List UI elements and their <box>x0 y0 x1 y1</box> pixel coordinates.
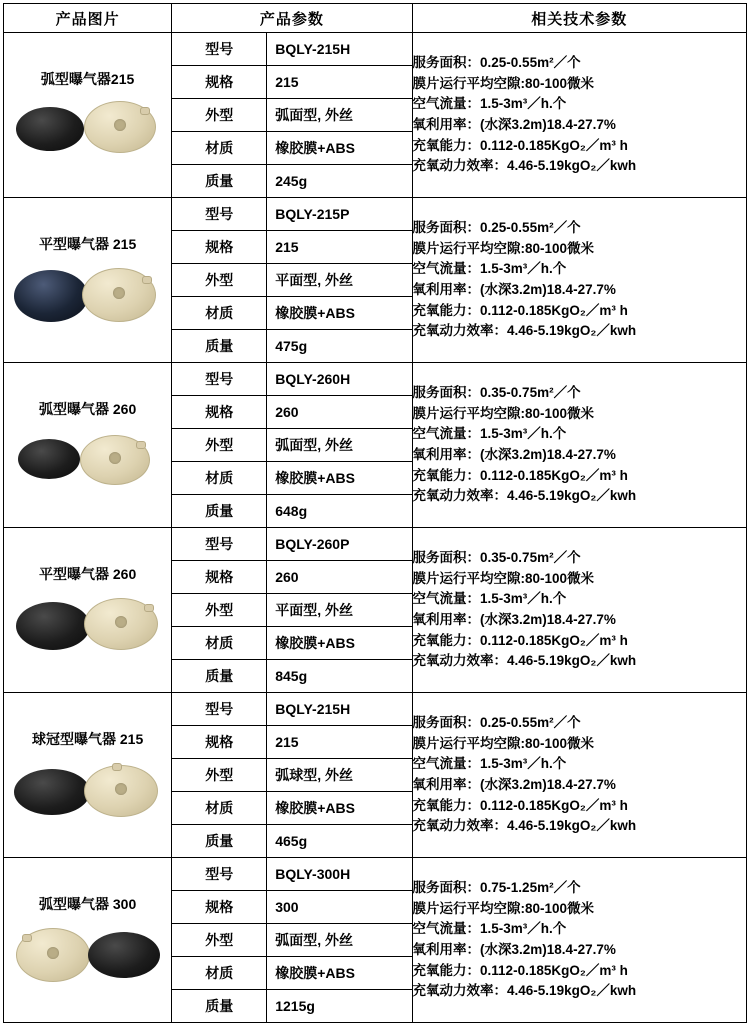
product-params-cell <box>172 363 412 528</box>
param-value-shape: 平面型, 外丝 <box>267 594 412 627</box>
product-image-cell <box>4 363 172 528</box>
tech-line: 服务面积：0.75-1.25m²／个 <box>412 880 581 896</box>
tech-line: 氧利用率：(水深3.2m)18.4-27.7% <box>412 612 616 627</box>
param-label-material: 材质 <box>172 957 267 990</box>
product-title: 弧型曝气器 300 <box>38 896 137 912</box>
param-label-shape: 外型 <box>172 594 267 627</box>
param-value-material: 橡胶膜+ABS <box>267 957 412 990</box>
table-row <box>4 363 747 528</box>
param-value-shape: 弧面型, 外丝 <box>267 924 412 957</box>
tech-line: 充氧动力效率：4.46-5.19kgO₂／kwh <box>412 488 637 504</box>
tech-line: 膜片运行平均空隙:80-100微米 <box>412 75 595 91</box>
product-params-cell <box>172 693 412 858</box>
param-value-model: BQLY-260H <box>267 363 412 396</box>
param-value-model: BQLY-260P <box>267 528 412 561</box>
param-value-weight: 1215g <box>267 990 412 1023</box>
param-value-shape: 弧面型, 外丝 <box>267 429 412 462</box>
tech-line: 空气流量：1.5-3m³／h.个 <box>412 426 567 442</box>
tech-line: 充氧能力：0.112-0.185KgO₂／m³ h <box>412 302 628 318</box>
param-value-material: 橡胶膜+ABS <box>267 297 412 330</box>
tech-line: 膜片运行平均空隙:80-100微米 <box>412 900 595 916</box>
tech-line: 服务面积：0.35-0.75m²／个 <box>412 385 581 401</box>
product-title: 平型曝气器 215 <box>38 236 137 252</box>
param-label-weight: 质量 <box>172 660 267 693</box>
param-value-weight: 475g <box>267 330 412 363</box>
param-label-spec: 规格 <box>172 396 267 429</box>
param-table <box>172 198 411 362</box>
product-title: 弧型曝气器215 <box>40 71 135 87</box>
tech-line: 充氧能力：0.112-0.185KgO₂／m³ h <box>412 632 628 648</box>
aerator-disc-icon <box>8 421 168 491</box>
tech-line: 膜片运行平均空隙:80-100微米 <box>412 405 595 421</box>
param-label-shape: 外型 <box>172 429 267 462</box>
param-value-material: 橡胶膜+ABS <box>267 627 412 660</box>
param-value-material: 橡胶膜+ABS <box>267 792 412 825</box>
tech-params-cell <box>412 363 746 528</box>
tech-line: 膜片运行平均空隙:80-100微米 <box>412 735 595 751</box>
param-value-weight: 648g <box>267 495 412 528</box>
param-value-model: BQLY-215P <box>267 198 412 231</box>
product-image-cell <box>4 528 172 693</box>
aerator-disc-icon <box>8 91 168 161</box>
table-row <box>4 198 747 363</box>
tech-line: 膜片运行平均空隙:80-100微米 <box>412 240 595 256</box>
tech-line: 氧利用率：(水深3.2m)18.4-27.7% <box>412 117 616 132</box>
param-label-weight: 质量 <box>172 825 267 858</box>
param-label-model: 型号 <box>172 858 267 891</box>
tech-line: 充氧动力效率：4.46-5.19kgO₂／kwh <box>412 323 637 339</box>
param-value-weight: 845g <box>267 660 412 693</box>
param-value-model: BQLY-215H <box>267 33 412 66</box>
tech-line: 充氧能力：0.112-0.185KgO₂／m³ h <box>412 797 628 813</box>
tech-params-cell <box>412 198 746 363</box>
aerator-disc-icon <box>8 256 168 326</box>
column-header-image: 产品图片 <box>4 4 172 33</box>
product-params-cell <box>172 528 412 693</box>
param-value-material: 橡胶膜+ABS <box>267 132 412 165</box>
product-params-cell <box>172 198 412 363</box>
table-row <box>4 33 747 198</box>
product-params-cell <box>172 33 412 198</box>
table-body <box>4 33 747 1023</box>
tech-line: 充氧能力：0.112-0.185KgO₂／m³ h <box>412 137 628 153</box>
tech-params-cell <box>412 693 746 858</box>
param-value-spec: 300 <box>267 891 412 924</box>
param-label-weight: 质量 <box>172 990 267 1023</box>
param-value-model: BQLY-215H <box>267 693 412 726</box>
table-row <box>4 858 747 1023</box>
product-image-cell <box>4 33 172 198</box>
tech-line: 充氧动力效率：4.46-5.19kgO₂／kwh <box>412 818 637 834</box>
param-value-spec: 260 <box>267 561 412 594</box>
tech-line: 空气流量：1.5-3m³／h.个 <box>412 921 567 937</box>
param-table <box>172 693 411 857</box>
tech-line: 空气流量：1.5-3m³／h.个 <box>412 756 567 772</box>
param-label-model: 型号 <box>172 33 267 66</box>
param-label-spec: 规格 <box>172 66 267 99</box>
tech-params-cell <box>412 33 746 198</box>
tech-line: 膜片运行平均空隙:80-100微米 <box>412 570 595 586</box>
param-label-weight: 质量 <box>172 495 267 528</box>
tech-line: 充氧能力：0.112-0.185KgO₂／m³ h <box>412 962 628 978</box>
tech-line: 空气流量：1.5-3m³／h.个 <box>412 591 567 607</box>
param-label-weight: 质量 <box>172 165 267 198</box>
product-spec-sheet <box>0 3 750 1014</box>
param-label-shape: 外型 <box>172 759 267 792</box>
tech-line: 充氧能力：0.112-0.185KgO₂／m³ h <box>412 467 628 483</box>
table-row <box>4 693 747 858</box>
tech-line: 氧利用率：(水深3.2m)18.4-27.7% <box>412 282 616 297</box>
tech-line: 服务面积：0.25-0.55m²／个 <box>412 220 581 236</box>
product-title: 球冠型曝气器 215 <box>31 731 144 747</box>
tech-line: 服务面积：0.25-0.55m²／个 <box>412 715 581 731</box>
table-row <box>4 528 747 693</box>
param-value-shape: 弧面型, 外丝 <box>267 99 412 132</box>
tech-line: 空气流量：1.5-3m³／h.个 <box>412 261 567 277</box>
product-params-cell <box>172 858 412 1023</box>
column-header-tech: 相关技术参数 <box>412 4 746 33</box>
param-value-weight: 465g <box>267 825 412 858</box>
param-table <box>172 858 411 1022</box>
param-label-weight: 质量 <box>172 330 267 363</box>
param-label-shape: 外型 <box>172 99 267 132</box>
table-header <box>4 4 747 33</box>
param-label-model: 型号 <box>172 693 267 726</box>
param-label-model: 型号 <box>172 363 267 396</box>
param-value-shape: 弧球型, 外丝 <box>267 759 412 792</box>
param-label-spec: 规格 <box>172 561 267 594</box>
aerator-disc-icon <box>8 916 168 986</box>
param-value-spec: 215 <box>267 66 412 99</box>
tech-line: 充氧动力效率：4.46-5.19kgO₂／kwh <box>412 158 637 174</box>
param-value-spec: 215 <box>267 231 412 264</box>
tech-line: 氧利用率：(水深3.2m)18.4-27.7% <box>412 777 616 792</box>
param-label-material: 材质 <box>172 627 267 660</box>
param-table <box>172 33 411 197</box>
column-header-params: 产品参数 <box>172 4 412 33</box>
param-label-material: 材质 <box>172 792 267 825</box>
param-label-shape: 外型 <box>172 924 267 957</box>
param-label-model: 型号 <box>172 198 267 231</box>
tech-line: 氧利用率：(水深3.2m)18.4-27.7% <box>412 447 616 462</box>
tech-line: 服务面积：0.25-0.55m²／个 <box>412 55 581 71</box>
param-value-spec: 260 <box>267 396 412 429</box>
param-value-material: 橡胶膜+ABS <box>267 462 412 495</box>
param-value-model: BQLY-300H <box>267 858 412 891</box>
aerator-dome-icon <box>8 751 168 821</box>
param-label-model: 型号 <box>172 528 267 561</box>
param-label-shape: 外型 <box>172 264 267 297</box>
param-label-material: 材质 <box>172 297 267 330</box>
product-image-cell <box>4 858 172 1023</box>
product-title: 弧型曝气器 260 <box>38 401 137 417</box>
product-title: 平型曝气器 260 <box>38 566 137 582</box>
param-table <box>172 528 411 692</box>
tech-line: 充氧动力效率：4.46-5.19kgO₂／kwh <box>412 653 637 669</box>
aerator-disc-icon <box>8 586 168 656</box>
param-label-spec: 规格 <box>172 891 267 924</box>
param-label-material: 材质 <box>172 132 267 165</box>
tech-params-cell <box>412 528 746 693</box>
param-value-spec: 215 <box>267 726 412 759</box>
tech-line: 服务面积：0.35-0.75m²／个 <box>412 550 581 566</box>
param-label-spec: 规格 <box>172 726 267 759</box>
product-image-cell <box>4 693 172 858</box>
spec-table <box>3 3 747 1023</box>
param-label-spec: 规格 <box>172 231 267 264</box>
tech-line: 充氧动力效率：4.46-5.19kgO₂／kwh <box>412 983 637 999</box>
param-value-shape: 平面型, 外丝 <box>267 264 412 297</box>
param-value-weight: 245g <box>267 165 412 198</box>
tech-line: 空气流量：1.5-3m³／h.个 <box>412 96 567 112</box>
param-table <box>172 363 411 527</box>
product-image-cell <box>4 198 172 363</box>
tech-line: 氧利用率：(水深3.2m)18.4-27.7% <box>412 942 616 957</box>
tech-params-cell <box>412 858 746 1023</box>
param-label-material: 材质 <box>172 462 267 495</box>
